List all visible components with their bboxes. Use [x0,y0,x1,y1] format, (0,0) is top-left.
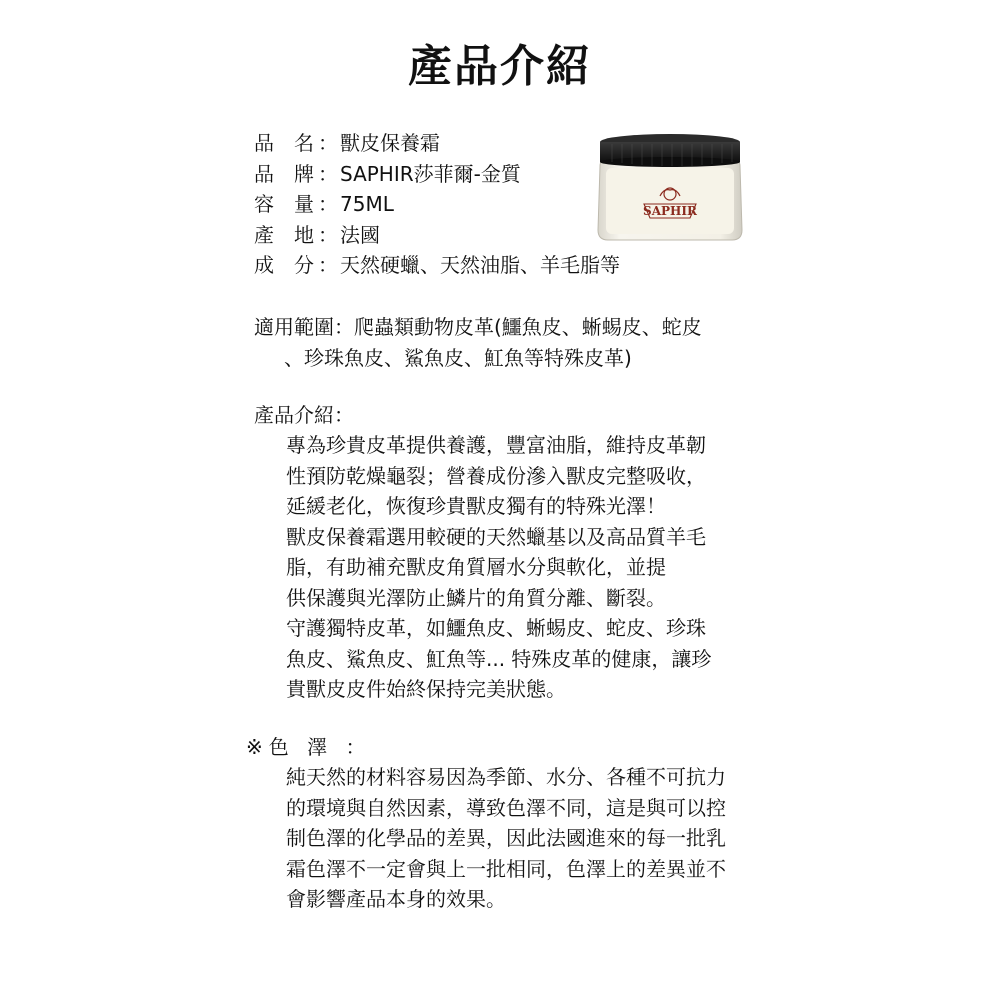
page-title: 產品介紹 [408,41,592,92]
color-note-heading: ※色 澤 ： [246,735,372,759]
spec-separator: ： [318,253,338,277]
spec-row-origin [254,220,620,251]
applicable-scope [254,312,702,373]
spec-value: 法國 [340,222,380,247]
color-note-body [286,762,726,915]
spec-row-brand [254,159,620,190]
scope-line-2: 、珍珠魚皮、鯊魚皮、魟魚等特殊皮革) [284,345,632,370]
spec-label: 成 分 [254,253,314,277]
spec-label: 容 量 [254,192,314,216]
spec-separator: ： [318,222,338,247]
product-jar-image [590,132,750,244]
intro-line: 獸皮保養霜選用較硬的天然蠟基以及高品質羊毛 [286,524,706,549]
intro-line: 魚皮、鯊魚皮、魟魚等... 特殊皮革的健康，讓珍 [286,646,712,671]
intro-line: 貴獸皮皮件始終保持完美狀態。 [286,677,566,701]
spec-separator: ： [318,192,338,216]
color-note-line: 純天然的材料容易因為季節、水分、各種不可抗力 [286,765,726,789]
spec-list [254,128,620,281]
svg-text:SAPHIR: SAPHIR [643,204,697,218]
spec-value: 獸皮保養霜 [340,131,440,155]
intro-line: 專為珍貴皮革提供養護，豐富油脂，維持皮革韌 [286,433,706,457]
scope-line-1: 適用範圍：爬蟲類動物皮革(鱷魚皮、蜥蜴皮、蛇皮 [254,315,702,339]
intro-line: 延緩老化，恢復珍貴獸皮獨有的特殊光澤！ [286,494,666,518]
intro-body [286,430,711,705]
color-note-line: 霜色澤不一定會與上一批相同，色澤上的差異並不 [286,856,726,881]
intro-line: 脂，有助補充獸皮角質層水分與軟化，並提 [286,555,666,579]
color-note-line: 制色澤的化學品的差異，因此法國進來的每一批乳 [286,826,726,850]
spec-value: SAPHIR莎菲爾-金質 [340,161,521,186]
color-note-line: 會影響產品本身的效果。 [286,887,506,911]
intro-line: 性預防乾燥龜裂；營養成份滲入獸皮完整吸收， [286,463,706,488]
spec-label: 品 名 [254,131,314,155]
intro-line: 供保護與光澤防止鱗片的角質分離、斷裂。 [286,585,666,610]
intro-heading: 產品介紹： [254,403,354,427]
spec-value: 天然硬蠟、天然油脂、羊毛脂等 [340,253,620,277]
spec-row-volume [254,189,620,220]
spec-row-name [254,128,620,159]
color-note-line: 的環境與自然因素，導致色澤不同，這是與可以控 [286,795,726,820]
intro-line: 守護獨特皮革，如鱷魚皮、蜥蜴皮、蛇皮、珍珠 [286,616,706,640]
spec-separator: ： [318,131,338,155]
spec-row-ingredients [254,250,620,281]
spec-separator: ： [318,161,338,186]
spec-label: 產 地 [254,222,314,247]
spec-label: 品 牌 [254,161,314,186]
spec-value: 75ML [340,192,394,216]
